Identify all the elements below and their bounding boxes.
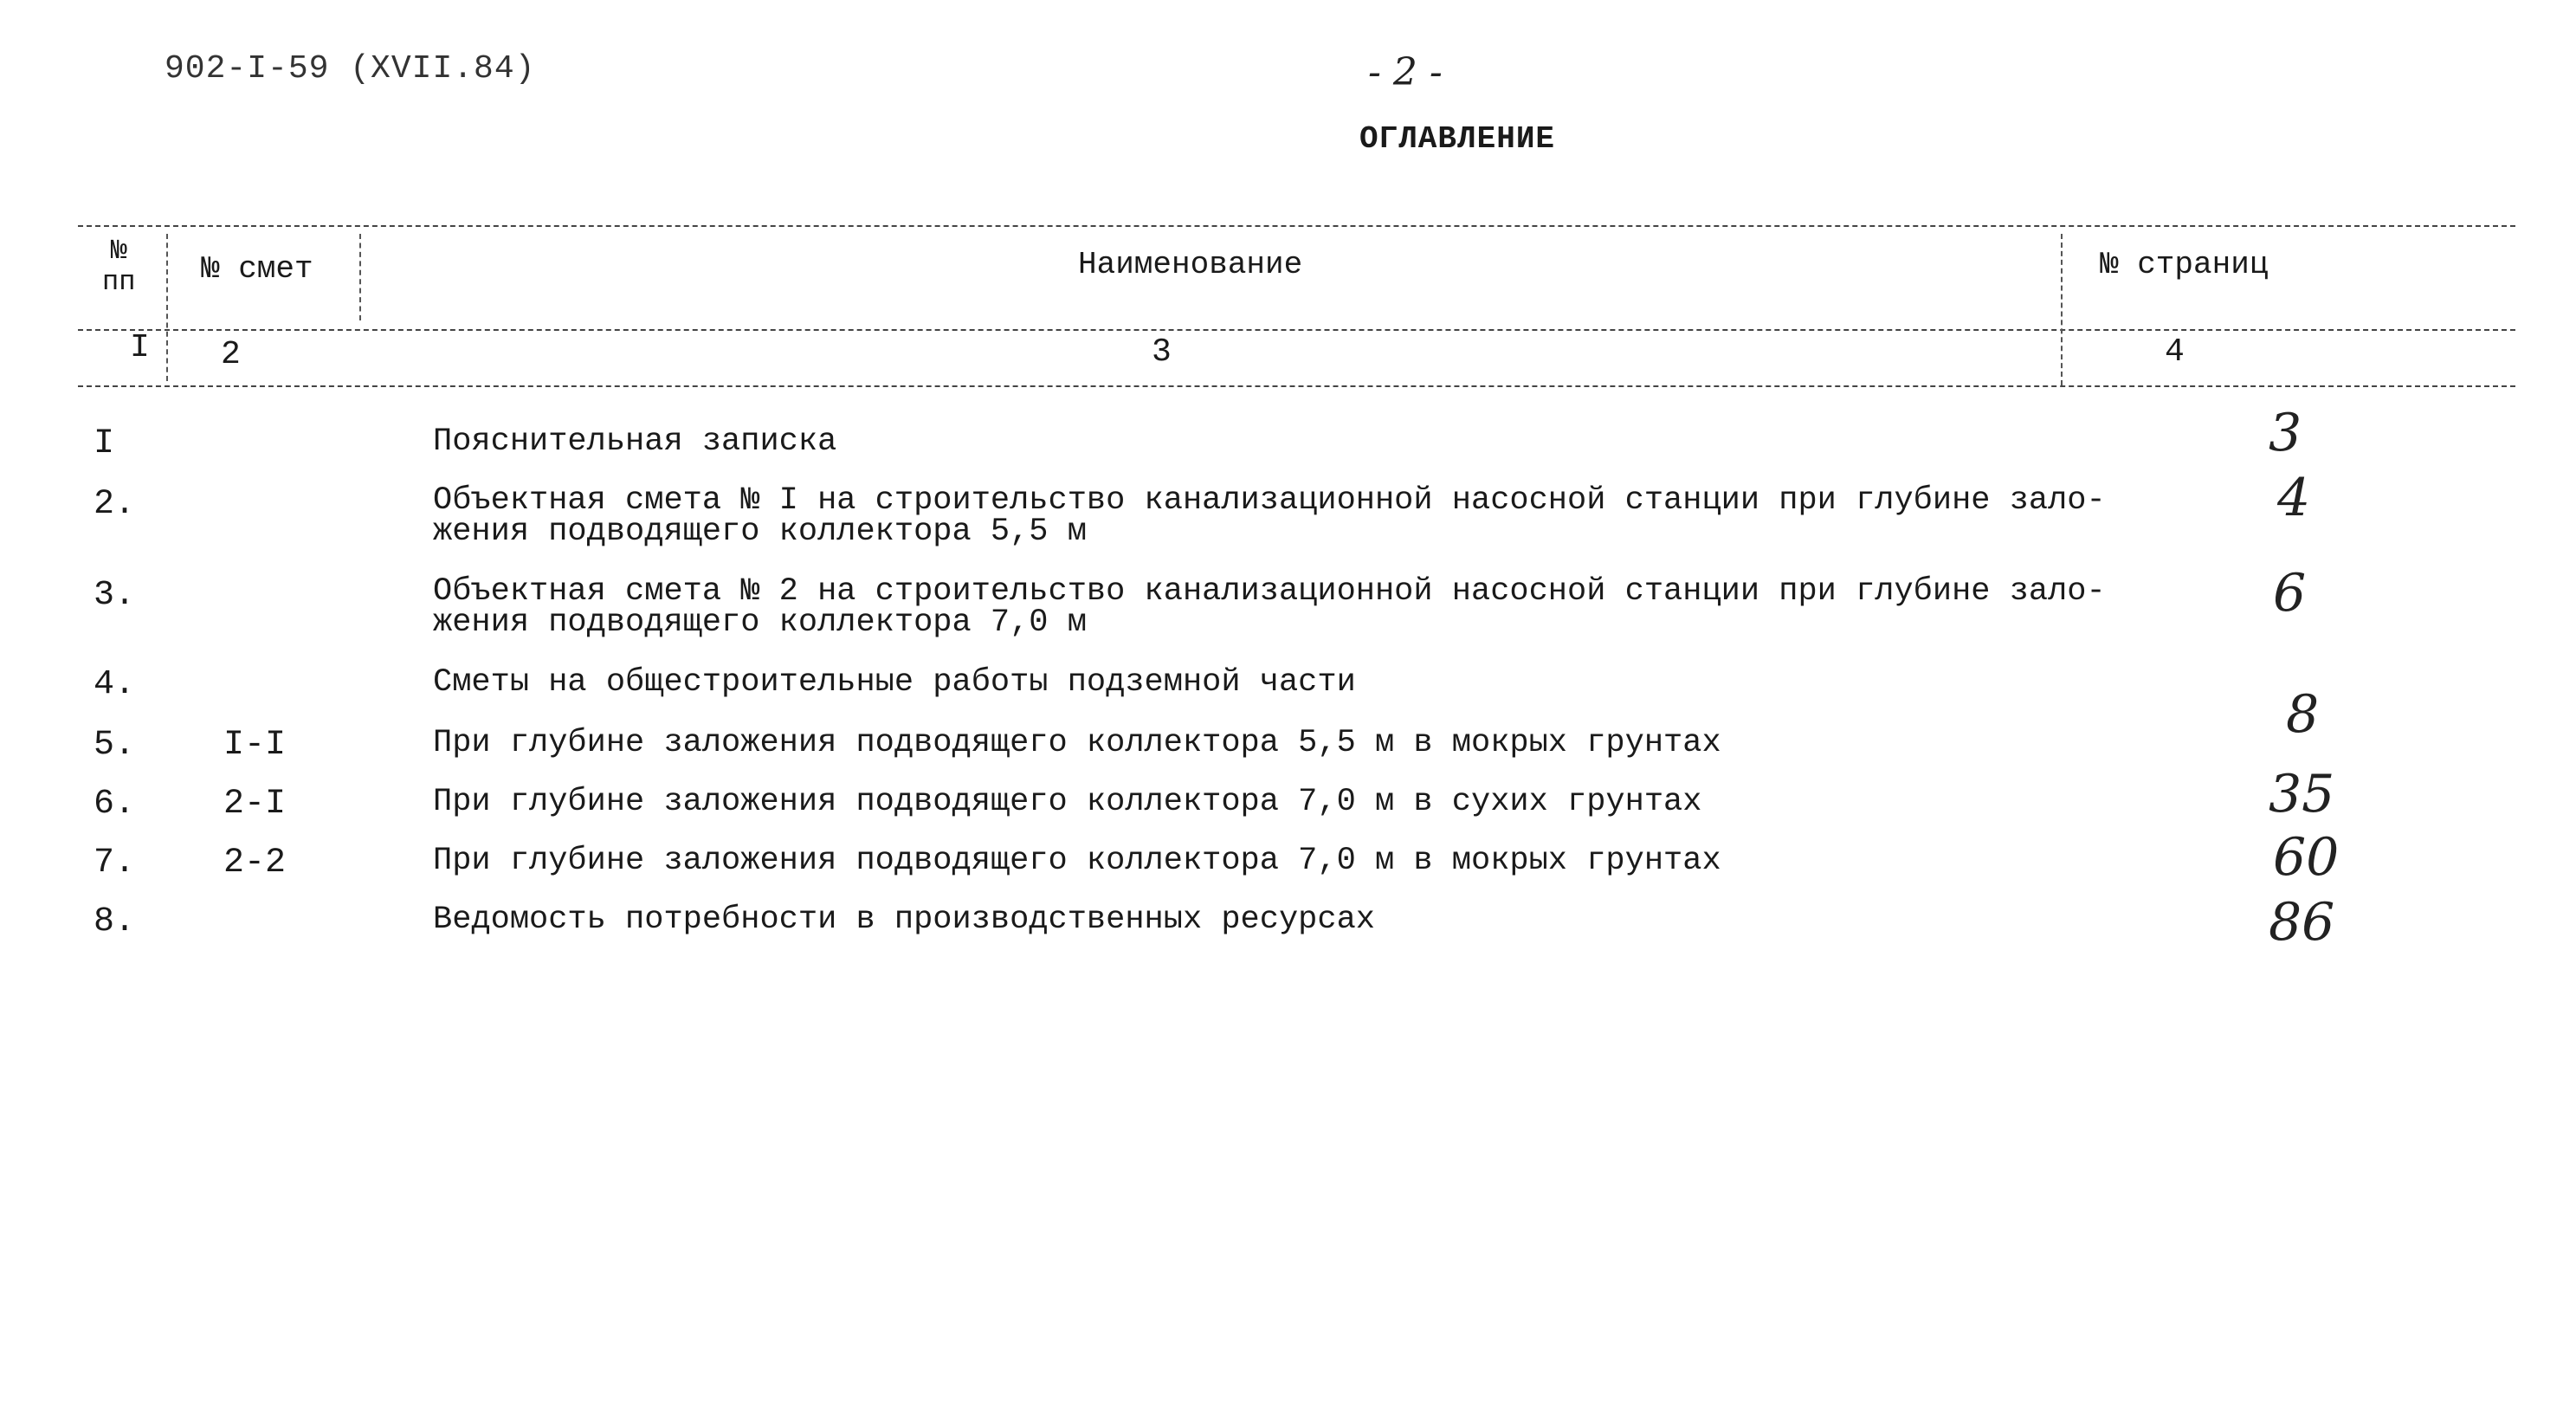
row-estimate: 2-2 xyxy=(223,844,287,883)
page-number: - 2 - xyxy=(1368,50,1443,94)
document-code: 902-I-59 (XVII.84) xyxy=(165,50,536,87)
row-number: 7. xyxy=(94,844,136,883)
row-page: 60 xyxy=(2273,827,2340,888)
row-name: Объектная смета № 2 на строительство канализационной насосной станции при глубине зало- жения подводящего коллектора 7,0 м xyxy=(433,573,2106,641)
row-page: 8 xyxy=(2286,684,2320,745)
row-estimate: I-I xyxy=(223,726,287,765)
row-page: 3 xyxy=(2269,403,2302,463)
column-number-3: 3 xyxy=(1152,333,1172,371)
toc-title: ОГЛАВЛЕНИЕ xyxy=(1359,121,1556,157)
row-number: 8. xyxy=(94,902,136,941)
row-number: 6. xyxy=(94,785,136,824)
row-number: 4. xyxy=(94,665,136,704)
header-estimate: № смет xyxy=(201,251,313,287)
column-number-2: 2 xyxy=(221,336,241,373)
row-page: 86 xyxy=(2269,892,2335,953)
column-divider-1 xyxy=(166,234,168,381)
header-name: Наименование xyxy=(1078,247,1303,282)
row-page: 35 xyxy=(2269,764,2335,824)
row-number: 3. xyxy=(94,576,136,615)
row-number: 2. xyxy=(94,485,136,524)
column-divider-2 xyxy=(359,234,361,320)
row-page: 4 xyxy=(2277,468,2311,528)
column-number-4: 4 xyxy=(2165,333,2185,371)
table-top-rule xyxy=(78,225,2515,227)
row-name: Пояснительная записка xyxy=(433,424,837,460)
row-number: 5. xyxy=(94,726,136,765)
row-name: При глубине заложения подводящего коллектора 7,0 м в сухих грунтах xyxy=(433,784,1702,820)
row-name: При глубине заложения подводящего коллектора 5,5 м в мокрых грунтах xyxy=(433,725,1721,761)
row-name: При глубине заложения подводящего коллектора 7,0 м в мокрых грунтах xyxy=(433,843,1721,879)
header-pages: № страниц xyxy=(2100,247,2269,282)
header-num: № пп xyxy=(102,235,136,298)
column-divider-3 xyxy=(2061,234,2063,385)
row-name: Сметы на общестроительные работы подземной части xyxy=(433,664,1356,701)
row-name: Ведомость потребности в производственных ресурсах xyxy=(433,902,1375,938)
row-page: 6 xyxy=(2273,563,2307,624)
column-number-1: I xyxy=(130,329,150,366)
row-name: Объектная смета № I на строительство канализационной насосной станции при глубине зало- жения подводящего коллектора 5,5 м xyxy=(433,482,2106,550)
row-estimate: 2-I xyxy=(223,785,287,824)
table-colnum-rule xyxy=(78,385,2515,387)
table-header-rule xyxy=(78,329,2515,331)
row-number: I xyxy=(94,424,115,463)
